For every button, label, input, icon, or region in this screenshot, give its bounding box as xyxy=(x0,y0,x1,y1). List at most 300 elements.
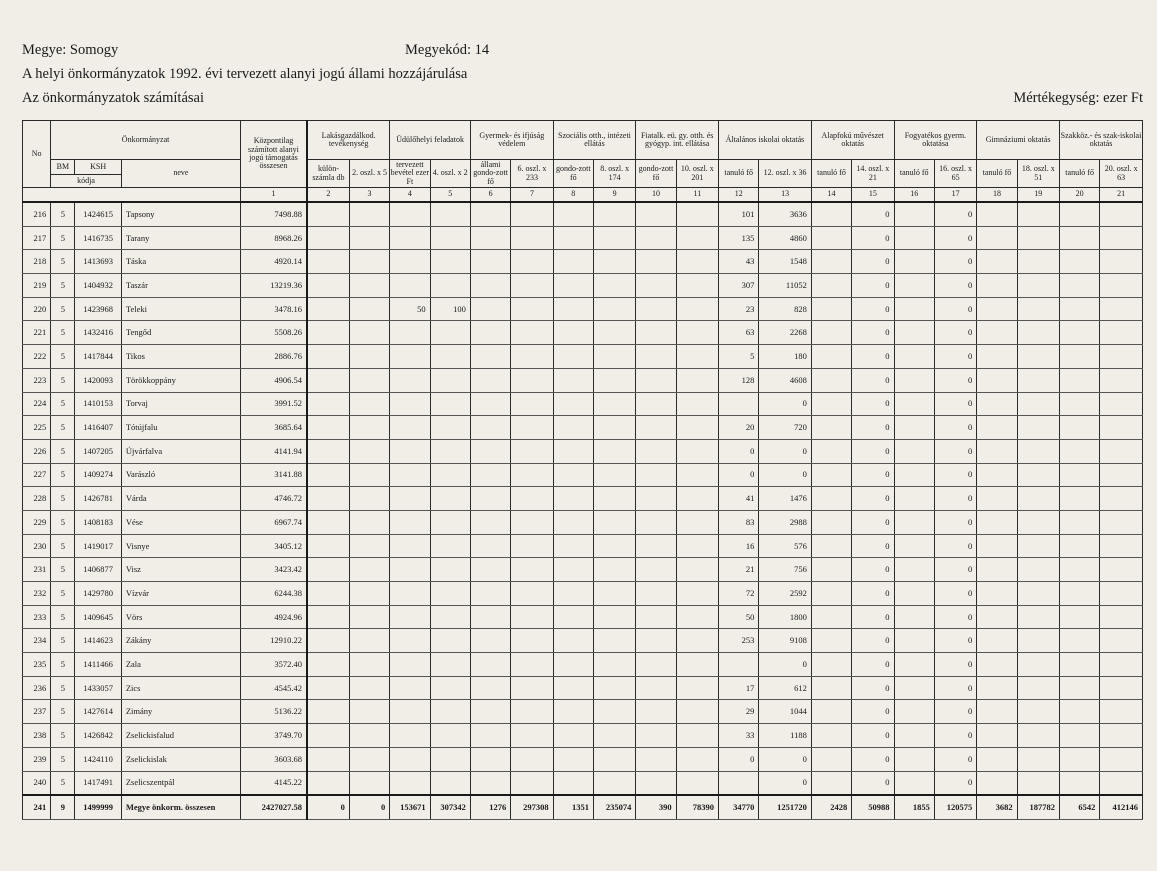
row-name: Tengőd xyxy=(121,321,240,345)
document-subtitle: Az önkormányzatok számításai xyxy=(22,90,204,106)
row-name: Zákány xyxy=(121,629,240,653)
col-12: tanuló fő xyxy=(719,160,759,188)
row-value-col-12: 16 xyxy=(719,534,759,558)
row-value-col-13: 0 xyxy=(759,653,811,677)
col-fiatalk: Fiatalk. eü. gy. otth. és gyógyp. int. ellátása xyxy=(636,121,719,160)
row-bm: 5 xyxy=(51,653,75,677)
row-value-col-6 xyxy=(470,558,510,582)
row-ksh: 1409274 xyxy=(75,463,121,487)
row-value-col-15: 0 xyxy=(852,487,894,511)
col-kodja: kódja xyxy=(51,175,122,188)
row-value-col-14 xyxy=(811,700,851,724)
row-value-col-12: 34770 xyxy=(719,795,759,819)
row-value-col-3 xyxy=(349,724,389,748)
col-neve: neve xyxy=(121,160,240,188)
row-bm: 5 xyxy=(51,226,75,250)
row-value-col-5 xyxy=(430,605,470,629)
row-value-col-15: 50988 xyxy=(852,795,894,819)
row-value-col-9 xyxy=(593,629,635,653)
row-value-col-16 xyxy=(894,534,934,558)
row-value-col-7 xyxy=(511,747,553,771)
row-value-col-14: 2428 xyxy=(811,795,851,819)
row-value-col-15: 0 xyxy=(852,463,894,487)
row-value-col-7 xyxy=(511,487,553,511)
row-value-col-7 xyxy=(511,250,553,274)
row-value-col-10 xyxy=(636,416,676,440)
row-value-col-3: 0 xyxy=(349,795,389,819)
row-value-col-20 xyxy=(1059,534,1099,558)
row-name: Tarany xyxy=(121,226,240,250)
row-value-col-12 xyxy=(719,653,759,677)
row-value-col-13: 1800 xyxy=(759,605,811,629)
row-value-col-18 xyxy=(977,274,1017,298)
row-value-col-9 xyxy=(593,321,635,345)
row-value-col-13: 1188 xyxy=(759,724,811,748)
row-value-col-20 xyxy=(1059,487,1099,511)
row-value-col-13: 0 xyxy=(759,463,811,487)
row-value-col-15: 0 xyxy=(852,676,894,700)
col-19: 18. oszl. x 51 xyxy=(1017,160,1059,188)
row-value-col-12: 43 xyxy=(719,250,759,274)
col-onkormanyzat: Önkormányzat xyxy=(51,121,241,160)
row-value-col-20 xyxy=(1059,510,1099,534)
row-no: 218 xyxy=(23,250,51,274)
row-value-col-21 xyxy=(1100,202,1143,226)
row-value-col-3 xyxy=(349,582,389,606)
column-number: 13 xyxy=(759,188,811,203)
row-value-col-14 xyxy=(811,463,851,487)
row-value-col-12 xyxy=(719,392,759,416)
row-value-col-14 xyxy=(811,392,851,416)
row-bm: 5 xyxy=(51,345,75,369)
row-value-col-12: 23 xyxy=(719,297,759,321)
column-number: 1 xyxy=(240,188,307,203)
column-number: 15 xyxy=(852,188,894,203)
row-value-col-20 xyxy=(1059,368,1099,392)
row-no: 230 xyxy=(23,534,51,558)
row-value-col-2 xyxy=(307,202,349,226)
row-value-col-18 xyxy=(977,439,1017,463)
row-value-col-21 xyxy=(1100,747,1143,771)
row-value-col-10 xyxy=(636,250,676,274)
row-value-col-6: 1276 xyxy=(470,795,510,819)
row-value-col-19 xyxy=(1017,629,1059,653)
row-value-col-15: 0 xyxy=(852,510,894,534)
row-value-col-11 xyxy=(676,345,718,369)
row-value-col-19 xyxy=(1017,534,1059,558)
row-value-col-9 xyxy=(593,771,635,795)
row-value-col-6 xyxy=(470,250,510,274)
row-value-col-2 xyxy=(307,629,349,653)
col-altalanos: Általános iskolai oktatás xyxy=(719,121,812,160)
row-value-col-20 xyxy=(1059,629,1099,653)
row-value-col-4 xyxy=(390,487,430,511)
row-value-col-19 xyxy=(1017,771,1059,795)
row-value-col-4 xyxy=(390,605,430,629)
row-value-col-4: 153671 xyxy=(390,795,430,819)
row-value-col-17: 0 xyxy=(934,676,976,700)
row-value-col-15: 0 xyxy=(852,368,894,392)
row-value-col-20 xyxy=(1059,724,1099,748)
row-value-col-21 xyxy=(1100,700,1143,724)
row-value-col-4 xyxy=(390,747,430,771)
row-value-col-20 xyxy=(1059,250,1099,274)
row-value-col-6 xyxy=(470,463,510,487)
row-bm: 5 xyxy=(51,605,75,629)
col-5: 4. oszl. x 2 xyxy=(430,160,470,188)
row-value-col-3 xyxy=(349,676,389,700)
row-value-col-18 xyxy=(977,771,1017,795)
row-value-col-7 xyxy=(511,392,553,416)
row-value-col-19 xyxy=(1017,274,1059,298)
row-value-col-6 xyxy=(470,747,510,771)
row-value-col-16 xyxy=(894,747,934,771)
row-value-col-8 xyxy=(553,392,593,416)
row-value-col-11 xyxy=(676,297,718,321)
row-ksh: 1406877 xyxy=(75,558,121,582)
row-value-col-4 xyxy=(390,700,430,724)
row-value-col-2 xyxy=(307,416,349,440)
county-label: Megye: Somogy xyxy=(22,42,119,58)
row-value-col-19 xyxy=(1017,558,1059,582)
row-value-col-21 xyxy=(1100,558,1143,582)
row-value-col-7 xyxy=(511,463,553,487)
row-value-col-18 xyxy=(977,747,1017,771)
row-no: 220 xyxy=(23,297,51,321)
row-value-col-11 xyxy=(676,226,718,250)
row-value-col-10 xyxy=(636,676,676,700)
row-value-col-3 xyxy=(349,510,389,534)
row-value-col-8 xyxy=(553,724,593,748)
row-ksh: 1426781 xyxy=(75,487,121,511)
row-value-col-11 xyxy=(676,629,718,653)
col-lakasgazd: Lakásgazdálkod. tevékenység xyxy=(307,121,390,160)
row-value-col-1: 5508.26 xyxy=(240,321,307,345)
row-value-col-16 xyxy=(894,274,934,298)
col-ksh: KSH xyxy=(75,160,121,175)
row-no: 241 xyxy=(23,795,51,819)
row-value-col-19 xyxy=(1017,226,1059,250)
col-21: 20. oszl. x 63 xyxy=(1100,160,1143,188)
row-value-col-19 xyxy=(1017,368,1059,392)
row-value-col-21 xyxy=(1100,676,1143,700)
row-value-col-20 xyxy=(1059,463,1099,487)
row-no: 227 xyxy=(23,463,51,487)
col-10: gondo-zott fő xyxy=(636,160,676,188)
row-value-col-9 xyxy=(593,345,635,369)
col-bm: BM xyxy=(51,160,75,175)
row-value-col-5 xyxy=(430,653,470,677)
table-row xyxy=(23,368,1143,392)
row-value-col-6 xyxy=(470,582,510,606)
row-value-col-11 xyxy=(676,487,718,511)
row-ksh: 1413693 xyxy=(75,250,121,274)
row-value-col-12: 21 xyxy=(719,558,759,582)
row-value-col-9 xyxy=(593,297,635,321)
row-value-col-4 xyxy=(390,439,430,463)
row-value-col-17: 0 xyxy=(934,771,976,795)
row-value-col-9 xyxy=(593,202,635,226)
row-value-col-5 xyxy=(430,747,470,771)
row-ksh: 1424110 xyxy=(75,747,121,771)
row-value-col-13: 4608 xyxy=(759,368,811,392)
row-value-col-8 xyxy=(553,416,593,440)
row-value-col-15: 0 xyxy=(852,274,894,298)
row-name: Zics xyxy=(121,676,240,700)
row-value-col-14 xyxy=(811,345,851,369)
row-value-col-18 xyxy=(977,250,1017,274)
column-number: 4 xyxy=(390,188,430,203)
row-value-col-15: 0 xyxy=(852,321,894,345)
row-value-col-21 xyxy=(1100,605,1143,629)
row-bm: 5 xyxy=(51,700,75,724)
row-value-col-13: 0 xyxy=(759,439,811,463)
row-value-col-8: 1351 xyxy=(553,795,593,819)
row-no: 216 xyxy=(23,202,51,226)
row-value-col-1: 5136.22 xyxy=(240,700,307,724)
table-row xyxy=(23,653,1143,677)
row-value-col-15: 0 xyxy=(852,297,894,321)
row-value-col-16 xyxy=(894,724,934,748)
row-name: Törökkoppány xyxy=(121,368,240,392)
column-number: 8 xyxy=(553,188,593,203)
row-value-col-1: 3685.64 xyxy=(240,416,307,440)
row-value-col-4 xyxy=(390,510,430,534)
row-value-col-20 xyxy=(1059,392,1099,416)
row-value-col-15: 0 xyxy=(852,747,894,771)
row-value-col-19 xyxy=(1017,487,1059,511)
row-value-col-16 xyxy=(894,297,934,321)
row-value-col-7: 297308 xyxy=(511,795,553,819)
row-value-col-7 xyxy=(511,605,553,629)
row-value-col-18 xyxy=(977,297,1017,321)
row-value-col-8 xyxy=(553,534,593,558)
row-value-col-19 xyxy=(1017,747,1059,771)
row-value-col-21 xyxy=(1100,724,1143,748)
row-value-col-11 xyxy=(676,653,718,677)
row-value-col-10 xyxy=(636,724,676,748)
row-value-col-16 xyxy=(894,605,934,629)
row-value-col-14 xyxy=(811,605,851,629)
row-value-col-7 xyxy=(511,510,553,534)
row-value-col-1: 4545.42 xyxy=(240,676,307,700)
column-number: 19 xyxy=(1017,188,1059,203)
row-value-col-18 xyxy=(977,392,1017,416)
row-value-col-1: 4141.94 xyxy=(240,439,307,463)
row-value-col-12: 307 xyxy=(719,274,759,298)
row-value-col-5: 307342 xyxy=(430,795,470,819)
row-value-col-11 xyxy=(676,605,718,629)
row-ksh: 1408183 xyxy=(75,510,121,534)
row-value-col-12: 63 xyxy=(719,321,759,345)
row-value-col-6 xyxy=(470,439,510,463)
table-row xyxy=(23,558,1143,582)
column-number: 2 xyxy=(307,188,349,203)
row-value-col-5 xyxy=(430,439,470,463)
row-value-col-3 xyxy=(349,416,389,440)
row-value-col-6 xyxy=(470,534,510,558)
row-value-col-5 xyxy=(430,487,470,511)
row-value-col-15: 0 xyxy=(852,416,894,440)
row-value-col-15: 0 xyxy=(852,771,894,795)
row-value-col-3 xyxy=(349,463,389,487)
row-value-col-5 xyxy=(430,771,470,795)
row-ksh: 1426842 xyxy=(75,724,121,748)
row-value-col-14 xyxy=(811,368,851,392)
row-value-col-7 xyxy=(511,700,553,724)
row-value-col-6 xyxy=(470,629,510,653)
row-name: Zselickisfalud xyxy=(121,724,240,748)
row-value-col-17: 0 xyxy=(934,534,976,558)
col-9: 8. oszl. x 174 xyxy=(593,160,635,188)
row-value-col-3 xyxy=(349,534,389,558)
row-name: Zala xyxy=(121,653,240,677)
row-value-col-20 xyxy=(1059,653,1099,677)
row-value-col-11 xyxy=(676,274,718,298)
row-value-col-3 xyxy=(349,558,389,582)
row-value-col-3 xyxy=(349,202,389,226)
row-value-col-11 xyxy=(676,463,718,487)
row-value-col-2 xyxy=(307,582,349,606)
row-value-col-1: 2886.76 xyxy=(240,345,307,369)
row-value-col-15: 0 xyxy=(852,439,894,463)
row-value-col-18 xyxy=(977,202,1017,226)
row-bm: 5 xyxy=(51,250,75,274)
row-value-col-17: 0 xyxy=(934,558,976,582)
row-value-col-5: 100 xyxy=(430,297,470,321)
row-value-col-6 xyxy=(470,771,510,795)
row-ksh: 1407205 xyxy=(75,439,121,463)
row-value-col-12: 0 xyxy=(719,439,759,463)
col-szocialis: Szociális otth., intézeti ellátás xyxy=(553,121,636,160)
row-value-col-11 xyxy=(676,558,718,582)
row-value-col-11 xyxy=(676,416,718,440)
row-value-col-15: 0 xyxy=(852,724,894,748)
row-value-col-9 xyxy=(593,676,635,700)
row-value-col-8 xyxy=(553,274,593,298)
row-value-col-11 xyxy=(676,582,718,606)
row-value-col-12: 128 xyxy=(719,368,759,392)
row-value-col-18 xyxy=(977,629,1017,653)
row-value-col-14 xyxy=(811,274,851,298)
row-bm: 5 xyxy=(51,297,75,321)
col-17: 16. oszl. x 65 xyxy=(934,160,976,188)
row-value-col-19 xyxy=(1017,582,1059,606)
row-value-col-19 xyxy=(1017,463,1059,487)
row-value-col-12 xyxy=(719,771,759,795)
col-3: 2. oszl. x 5 xyxy=(349,160,389,188)
row-value-col-7 xyxy=(511,416,553,440)
col-szakkoz: Szakköz.- és szak-iskolai oktatás xyxy=(1059,121,1142,160)
row-value-col-12: 253 xyxy=(719,629,759,653)
row-value-col-11 xyxy=(676,321,718,345)
col-16: tanuló fő xyxy=(894,160,934,188)
column-number: 5 xyxy=(430,188,470,203)
row-value-col-14 xyxy=(811,439,851,463)
row-value-col-21 xyxy=(1100,274,1143,298)
row-value-col-11 xyxy=(676,392,718,416)
county-code-label: Megyekód: 14 xyxy=(405,42,490,58)
row-bm: 5 xyxy=(51,202,75,226)
row-value-col-9 xyxy=(593,510,635,534)
row-ksh: 1419017 xyxy=(75,534,121,558)
row-value-col-18: 3682 xyxy=(977,795,1017,819)
row-bm: 5 xyxy=(51,724,75,748)
row-value-col-21 xyxy=(1100,629,1143,653)
row-value-col-21 xyxy=(1100,321,1143,345)
row-bm: 5 xyxy=(51,439,75,463)
row-value-col-2 xyxy=(307,439,349,463)
row-value-col-20 xyxy=(1059,416,1099,440)
row-value-col-5 xyxy=(430,510,470,534)
row-value-col-8 xyxy=(553,771,593,795)
row-value-col-18 xyxy=(977,368,1017,392)
row-value-col-6 xyxy=(470,274,510,298)
row-value-col-6 xyxy=(470,416,510,440)
row-bm: 5 xyxy=(51,274,75,298)
row-value-col-17: 0 xyxy=(934,629,976,653)
row-value-col-8 xyxy=(553,297,593,321)
table-row xyxy=(23,676,1143,700)
row-value-col-3 xyxy=(349,439,389,463)
row-value-col-9 xyxy=(593,605,635,629)
row-no: 238 xyxy=(23,724,51,748)
row-value-col-5 xyxy=(430,534,470,558)
row-ksh: 1417491 xyxy=(75,771,121,795)
row-no: 219 xyxy=(23,274,51,298)
row-bm: 9 xyxy=(51,795,75,819)
row-name: Megye önkorm. összesen xyxy=(121,795,240,819)
row-value-col-17: 0 xyxy=(934,416,976,440)
row-value-col-4 xyxy=(390,368,430,392)
col-6: állami gondo-zott fő xyxy=(470,160,510,188)
row-value-col-8 xyxy=(553,463,593,487)
row-value-col-17: 0 xyxy=(934,250,976,274)
row-no: 225 xyxy=(23,416,51,440)
row-value-col-17: 0 xyxy=(934,226,976,250)
row-value-col-4 xyxy=(390,321,430,345)
row-value-col-6 xyxy=(470,202,510,226)
row-no: 239 xyxy=(23,747,51,771)
row-value-col-14 xyxy=(811,724,851,748)
row-name: Várda xyxy=(121,487,240,511)
row-value-col-8 xyxy=(553,629,593,653)
row-value-col-11 xyxy=(676,250,718,274)
row-value-col-12: 0 xyxy=(719,747,759,771)
row-bm: 5 xyxy=(51,582,75,606)
row-value-col-18 xyxy=(977,724,1017,748)
row-value-col-2 xyxy=(307,724,349,748)
row-value-col-17: 0 xyxy=(934,605,976,629)
row-value-col-20 xyxy=(1059,439,1099,463)
row-value-col-10 xyxy=(636,582,676,606)
row-value-col-7 xyxy=(511,321,553,345)
row-value-col-16 xyxy=(894,226,934,250)
row-value-col-7 xyxy=(511,629,553,653)
row-value-col-15: 0 xyxy=(852,534,894,558)
row-value-col-19 xyxy=(1017,724,1059,748)
row-value-col-21 xyxy=(1100,510,1143,534)
row-value-col-1: 3405.12 xyxy=(240,534,307,558)
row-value-col-4 xyxy=(390,653,430,677)
row-value-col-3 xyxy=(349,747,389,771)
row-value-col-2 xyxy=(307,771,349,795)
table-row xyxy=(23,202,1143,226)
row-value-col-2: 0 xyxy=(307,795,349,819)
row-value-col-18 xyxy=(977,510,1017,534)
row-value-col-5 xyxy=(430,274,470,298)
table-row xyxy=(23,250,1143,274)
